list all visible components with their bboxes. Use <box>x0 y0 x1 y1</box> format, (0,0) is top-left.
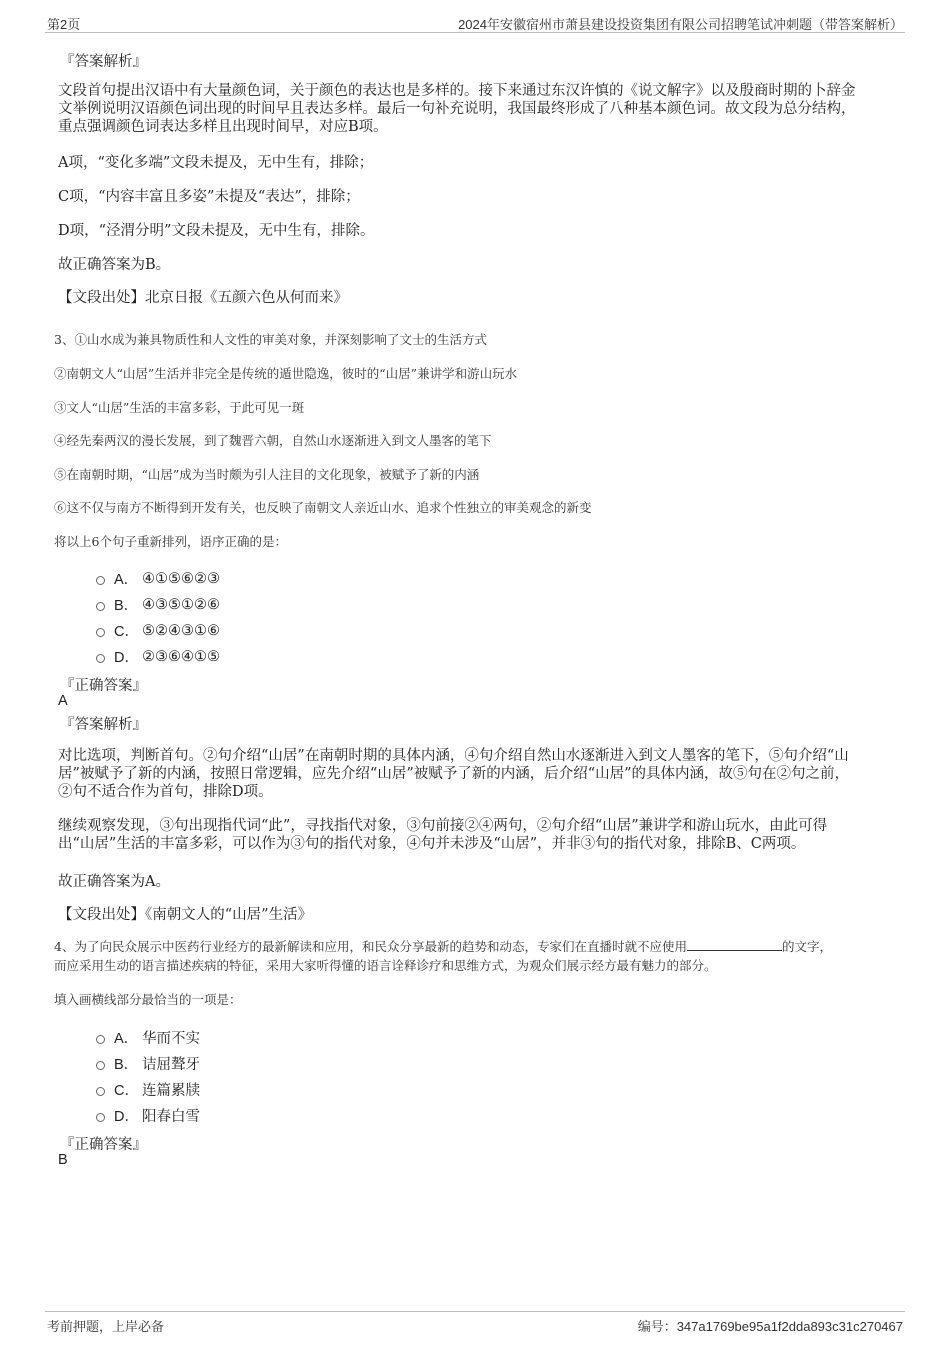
radio-button-icon[interactable] <box>96 602 105 611</box>
option-key: A． <box>114 572 139 588</box>
q4-option-a[interactable] <box>96 1027 200 1048</box>
q2-analysis-option-c: C项，“内容丰富且多姿”未提及“表达”，排除； <box>58 189 360 205</box>
q4-stem <box>54 938 899 955</box>
q3-answer: A <box>58 693 68 709</box>
option-text: 阳春白雪 <box>142 1109 200 1125</box>
option-text: 连篇累牍 <box>142 1083 200 1099</box>
option-text: ④①⑤⑥②③ <box>142 570 220 587</box>
q3-option-a[interactable] <box>96 568 220 589</box>
q2-analysis-option-d: D项，“泾渭分明”文段未提及，无中生有，排除。 <box>58 223 375 239</box>
radio-button-icon[interactable] <box>96 576 105 585</box>
radio-button-icon[interactable] <box>96 1061 105 1070</box>
q4-option-c[interactable] <box>96 1079 200 1100</box>
page-footer <box>45 1311 905 1334</box>
q2-conclusion: 故正确答案为B。 <box>58 257 171 273</box>
option-text: ②③⑥④①⑤ <box>142 648 220 665</box>
option-text: 华而不实 <box>142 1031 200 1047</box>
footer-slogan: 考前押题，上岸必备 <box>47 1319 165 1334</box>
option-key: A． <box>114 1031 139 1047</box>
q3-prompt: 将以上6个句子重新排列，语序正确的是： <box>54 534 287 549</box>
q3-analysis-paragraph-1: 对比选项，判断首句。②句介绍“山居”在南朝时期的具体内涵，④句介绍自然山水逐渐进入到文人墨客的笔下，⑤句介绍“山居”被赋予了新的内涵，按照日常逻辑，应先介绍“山居”被赋予了新的内涵，后介绍“山居”的具体内涵，故⑤句在②句之前，②句不适合作为首句，排除D项。 <box>58 748 850 800</box>
option-key: C． <box>114 624 139 640</box>
page-header <box>45 12 905 33</box>
q2-analysis-label: 『答案解析』 <box>60 54 147 70</box>
q3-conclusion: 故正确答案为A。 <box>58 874 170 890</box>
option-text: ⑤②④③①⑥ <box>142 622 220 639</box>
q4-stem-part-2: 的文字， <box>781 939 832 954</box>
q2-source: 【文段出处】北京日报《五颜六色从何而来》 <box>58 290 348 306</box>
q3-sentence-5: ⑤在南朝时期，“山居”成为当时颇为引人注目的文化现象，被赋予了新的内涵 <box>54 467 480 482</box>
radio-button-icon[interactable] <box>96 1113 105 1122</box>
q4-option-d[interactable] <box>96 1105 200 1126</box>
q3-sentence-4: ④经先秦两汉的漫长发展，到了魏晋六朝，自然山水逐渐进入到文人墨客的笔下 <box>54 433 492 448</box>
q3-sentence-2: ②南朝文人“山居”生活并非完全是传统的遁世隐逸，彼时的“山居”兼讲学和游山玩水 <box>54 366 518 381</box>
q3-sentence-6: ⑥这不仅与南方不断得到开发有关，也反映了南朝文人亲近山水、追求个性独立的审美观念的新变 <box>54 500 592 515</box>
q3-answer-label: 『正确答案』 <box>60 678 147 694</box>
fill-in-blank <box>687 938 782 951</box>
q3-option-d[interactable] <box>96 646 220 667</box>
document-title: 2024年安徽宿州市萧县建设投资集团有限公司招聘笔试冲刺题（带答案解析） <box>458 17 903 32</box>
q3-option-c[interactable] <box>96 620 220 641</box>
option-key: B． <box>114 598 139 614</box>
q3-sentence-3: ③文人“山居”生活的丰富多彩，于此可见一斑 <box>54 400 305 415</box>
q3-sentence-1: 3、①山水成为兼具物质性和人文性的审美对象，并深刻影响了文士的生活方式 <box>54 332 487 347</box>
option-text: 诘屈聱牙 <box>142 1057 200 1073</box>
q3-source: 【文段出处】《南朝文人的“山居”生活》 <box>58 907 313 923</box>
option-text: ④③⑤①②⑥ <box>142 596 220 613</box>
q4-stem-part-1: 4、为了向民众展示中医药行业经方的最新解读和应用，和民众分享最新的趋势和动态，专家们在直播时就不应使用 <box>54 939 687 954</box>
radio-button-icon[interactable] <box>96 628 105 637</box>
radio-button-icon[interactable] <box>96 654 105 663</box>
footer-serial: 编号：347a1769be95a1f2dda893c31c270467 <box>637 1319 903 1334</box>
radio-button-icon[interactable] <box>96 1087 105 1096</box>
q4-answer-label: 『正确答案』 <box>60 1137 147 1153</box>
q3-analysis-paragraph-2: 继续观察发现，③句出现指代词“此”，寻找指代对象，③句前接②④两句，②句介绍“山居”兼讲学和游山玩水，由此可得出“山居”生活的丰富多彩，可以作为③句的指代对象，④句并未涉及“山居”，并非③句的指代对象，排除B、C两项。 <box>58 818 828 852</box>
page-number: 第2页 <box>47 17 81 32</box>
option-key: D． <box>114 650 139 666</box>
q3-analysis-label: 『答案解析』 <box>60 717 147 733</box>
q2-analysis-option-a: A项，“变化多端”文段未提及，无中生有，排除； <box>58 155 374 171</box>
option-key: C． <box>114 1083 139 1099</box>
q4-prompt: 填入画横线部分最恰当的一项是： <box>54 992 242 1007</box>
q4-answer: B <box>58 1152 68 1168</box>
radio-button-icon[interactable] <box>96 1035 105 1044</box>
q2-analysis-paragraph: 文段首句提出汉语中有大量颜色词，关于颜色的表达也是多样的。接下来通过东汉许慎的《说文解字》以及殷商时期的卜辞金文举例说明汉语颜色词出现的时间早且表达多样。最后一句补充说明，我国最终形成了八种基本颜色词。故文段为总分结构，重点强调颜色词表达多样且出现时间早，对应B项。 <box>58 83 856 135</box>
option-key: B． <box>114 1057 139 1073</box>
q4-stem-line-2: 而应采用生动的语言描述疾病的特征，采用大家听得懂的语言诠释诊疗和思维方式，为观众们展示经方最有魅力的部分。 <box>54 958 717 973</box>
option-key: D． <box>114 1109 139 1125</box>
q4-option-b[interactable] <box>96 1053 200 1074</box>
q3-option-b[interactable] <box>96 594 220 615</box>
